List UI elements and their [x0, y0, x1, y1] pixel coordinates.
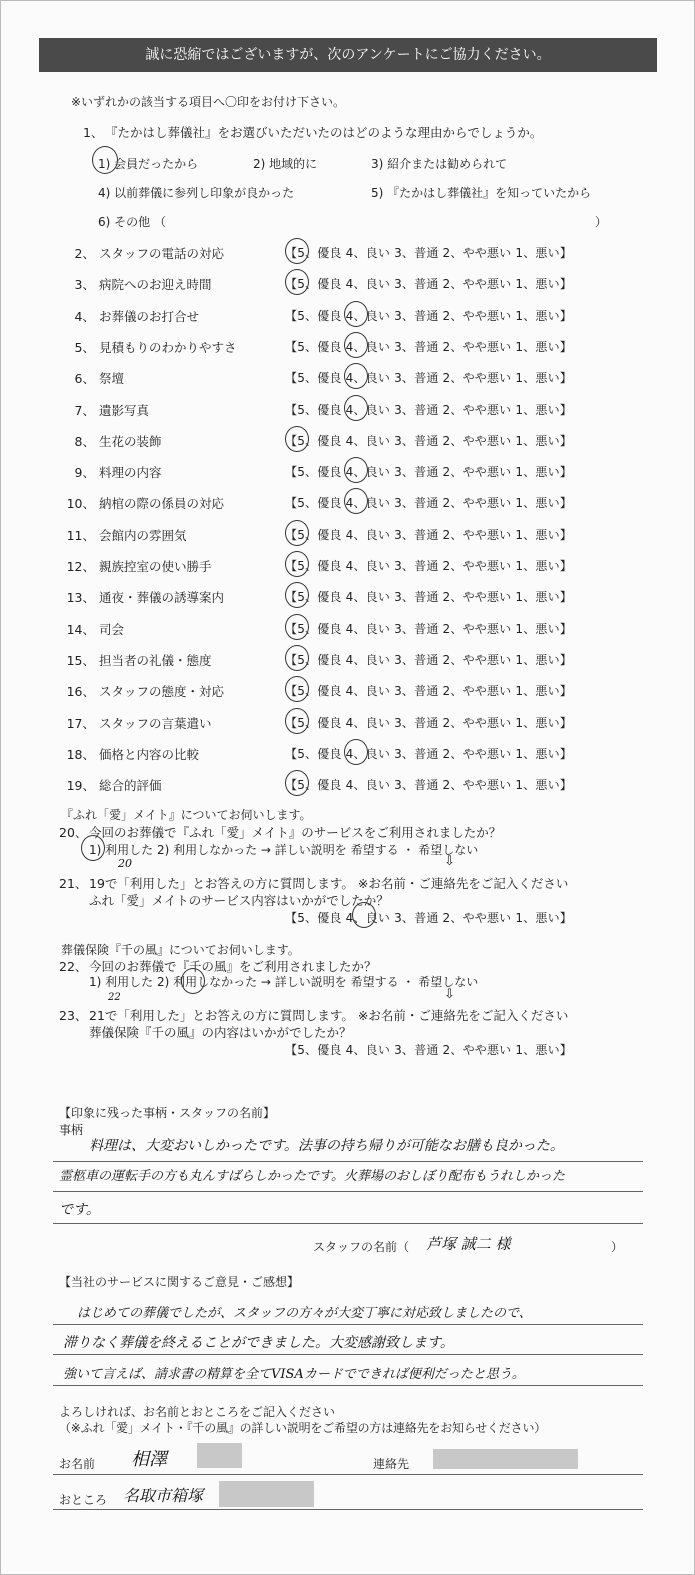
question-text: スタッフの電話の対応: [99, 246, 225, 261]
opinion-line-3: 強いて言えば、請求書の精算を全てVISAカードでできれば便利だったと思う。: [63, 1367, 525, 1382]
answer-circle: [285, 269, 309, 295]
answer-circle: [285, 238, 309, 264]
q20-text: 今回のお葬儀で『ふれ「愛」メイト』のサービスをご利用されましたか？: [89, 825, 502, 840]
rating-scale: 【5、優良 4、良い 3、普通 2、やや悪い 1、悪い】: [285, 622, 573, 636]
question-number: 11、: [66, 528, 95, 543]
staff-name-label: スタッフの名前（: [313, 1240, 410, 1254]
question-number: 4、: [74, 309, 95, 324]
survey-header: 誠に恐縮ではございますが、次のアンケートにご協力ください。: [39, 38, 657, 72]
rating-scale: 【5、優良 4、良い 3、普通 2、やや悪い 1、悪い】: [285, 403, 573, 417]
answer-circle: [344, 301, 368, 327]
question-text: 料理の内容: [99, 465, 162, 480]
question-number: 3、: [74, 277, 95, 292]
answer-circle: [285, 582, 309, 608]
q1-answer-circle: [92, 146, 118, 174]
rating-scale: 【5、優良 4、良い 3、普通 2、やや悪い 1、悪い】: [285, 653, 573, 667]
contact-prompt: よろしければ、お名前とおところをご記入ください: [59, 1405, 336, 1419]
question-text: 祭壇: [99, 371, 125, 386]
sen-heading: 葬儀保険『千の風』についてお伺いします。: [61, 943, 300, 957]
question-text: 見積もりのわかりやすさ: [99, 340, 237, 355]
question-number: 16、: [66, 684, 95, 699]
question-text: 遺影写真: [99, 403, 150, 418]
q1-option-6-close: ）: [595, 215, 608, 229]
question-number: 17、: [66, 716, 95, 731]
q1-text: 『たかはし葬儀社』をお選びいただいたのはどのような理由からでしょうか。: [105, 125, 543, 140]
q1-option-1: 1) 会員だったから: [98, 157, 199, 171]
answer-circle: [285, 426, 309, 452]
question-text: 通夜・葬儀の誘導案内: [99, 590, 225, 605]
rating-scale: 【5、優良 4、良い 3、普通 2、やや悪い 1、悪い】: [285, 778, 573, 792]
question-text: スタッフの態度・対応: [99, 684, 225, 699]
address-label: おところ: [59, 1493, 108, 1507]
question-text: お葬儀のお打合せ: [99, 309, 200, 324]
q23-number: 23、: [59, 1008, 88, 1023]
question-text: 生花の装飾: [99, 434, 162, 449]
answer-circle: [285, 708, 309, 734]
name-label: お名前: [59, 1457, 96, 1471]
question-text: 会館内の雰囲気: [99, 528, 187, 543]
q22-answer-circle: [181, 968, 205, 994]
contact-note: （※ふれ「愛」メイト・『千の風』の詳しい説明をご希望の方は連絡先をお知らせください）: [59, 1421, 547, 1435]
question-text: 価格と内容の比較: [99, 747, 200, 762]
q1-number: 1、: [83, 125, 104, 140]
answer-circle: [344, 395, 368, 421]
q23-text: 21で「利用した」とお答えの方に質問します。 ※お名前・ご連絡先をご記入ください: [89, 1008, 569, 1023]
q20-number: 20、: [59, 825, 88, 840]
q21-subtext: ふれ「愛」メイトのサービス内容はいかがでしたか？: [89, 893, 389, 908]
impression-label: 事柄: [59, 1123, 84, 1137]
rating-scale: 【5、優良 4、良い 3、普通 2、やや悪い 1、悪い】: [285, 528, 573, 542]
answer-circle: [344, 457, 368, 483]
phone-label: 連絡先: [373, 1457, 410, 1471]
question-text: 司会: [99, 622, 125, 637]
q23-subtext: 葬儀保険『千の風』の内容はいかがでしたか？: [89, 1025, 352, 1040]
question-text: 病院へのお迎え時間: [99, 277, 212, 292]
down-arrow-icon: ⇩: [444, 854, 455, 869]
q21-handwritten-note: 20: [118, 857, 132, 870]
q1-option-2: 2) 地域的に: [253, 157, 318, 171]
rating-scale: 【5、優良 4、良い 3、普通 2、やや悪い 1、悪い】: [285, 246, 573, 260]
answer-circle: [344, 488, 368, 514]
rating-scale: 【5、優良 4、良い 3、普通 2、やや悪い 1、悪い】: [285, 465, 573, 479]
down-arrow-icon: ⇩: [444, 987, 455, 1002]
redacted-phone: [433, 1449, 578, 1469]
q22-options: 1) 利用した 2) 利用しなかった → 詳しい説明を 希望する ・ 希望しない: [89, 975, 479, 989]
opinion-heading: 【当社のサービスに関するご意見・ご感想】: [59, 1275, 300, 1289]
question-number: 6、: [74, 371, 95, 386]
q1-option-4: 4) 以前葬儀に参列し印象が良かった: [98, 186, 295, 200]
question-number: 10、: [66, 496, 95, 511]
question-number: 12、: [66, 559, 95, 574]
answer-circle: [285, 614, 309, 640]
fure-heading: 『ふれ「愛」メイト』についてお伺いします。: [61, 808, 312, 822]
answer-circle: [344, 363, 368, 389]
rating-scale: 【5、優良 4、良い 3、普通 2、やや悪い 1、悪い】: [285, 277, 573, 291]
question-number: 13、: [66, 590, 95, 605]
staff-name-close: ）: [611, 1240, 624, 1254]
question-text: 親族控室の使い勝手: [99, 559, 212, 574]
question-text: 総合的評価: [99, 778, 162, 793]
q21-number: 21、: [59, 876, 88, 891]
q21-scale: 【5、優良 4、良い 3、普通 2、やや悪い 1、悪い】: [285, 911, 573, 925]
rating-scale: 【5、優良 4、良い 3、普通 2、やや悪い 1、悪い】: [285, 309, 573, 323]
rating-scale: 【5、優良 4、良い 3、普通 2、やや悪い 1、悪い】: [285, 684, 573, 698]
q23-scale: 【5、優良 4、良い 3、普通 2、やや悪い 1、悪い】: [285, 1043, 573, 1057]
question-number: 5、: [74, 340, 95, 355]
rating-scale: 【5、優良 4、良い 3、普通 2、やや悪い 1、悪い】: [285, 496, 573, 510]
question-number: 19、: [66, 778, 95, 793]
question-number: 18、: [66, 747, 95, 762]
answer-circle: [285, 770, 309, 796]
question-number: 8、: [74, 434, 95, 449]
rating-scale: 【5、優良 4、良い 3、普通 2、やや悪い 1、悪い】: [285, 716, 573, 730]
answer-circle: [285, 676, 309, 702]
redacted-name: [197, 1443, 242, 1468]
answer-circle: [344, 739, 368, 765]
question-number: 7、: [74, 403, 95, 418]
q1-option-6: 6) その他 （: [98, 215, 166, 229]
impression-line-1: 料理は、大変おいしかったです。法事の持ち帰りが可能なお膳も良かった。: [89, 1138, 564, 1154]
q1-option-3: 3) 紹介または勧められて: [371, 157, 508, 171]
question-text: 納棺の際の係員の対応: [99, 496, 225, 511]
q22-number: 22、: [59, 959, 88, 974]
redacted-address: [219, 1481, 314, 1507]
q20-options: 1) 利用した 2) 利用しなかった → 詳しい説明を 希望する ・ 希望しない: [89, 843, 479, 857]
q23-handwritten-note: 22: [108, 992, 121, 1003]
name-value: 相澤: [131, 1449, 167, 1470]
answer-circle: [285, 520, 309, 546]
impression-line-2: 霊柩車の運転手の方も丸んすばらしかったです。火葬場のおしぼり配布もうれしかった: [59, 1169, 565, 1184]
impression-heading: 【印象に残った事柄・スタッフの名前】: [59, 1106, 276, 1120]
opinion-line-1: はじめての葬儀でしたが、スタッフの方々が大変丁寧に対応致しましたので、: [77, 1306, 532, 1321]
answer-circle: [285, 645, 309, 671]
rating-scale: 【5、優良 4、良い 3、普通 2、やや悪い 1、悪い】: [285, 371, 573, 385]
question-number: 2、: [74, 246, 95, 261]
answer-circle: [285, 551, 309, 577]
question-number: 15、: [66, 653, 95, 668]
question-text: スタッフの言葉遣い: [99, 716, 212, 731]
q21-answer-circle: [352, 902, 376, 928]
q1-option-5: 5) 『たかはし葬儀社』を知っていたから: [371, 186, 592, 200]
question-number: 9、: [74, 465, 95, 480]
question-text: 担当者の礼儀・態度: [99, 653, 212, 668]
rating-scale: 【5、優良 4、良い 3、普通 2、やや悪い 1、悪い】: [285, 747, 573, 761]
address-value: 名取市箱塚: [123, 1486, 204, 1505]
impression-line-3: です。: [59, 1202, 100, 1218]
rating-scale: 【5、優良 4、良い 3、普通 2、やや悪い 1、悪い】: [285, 434, 573, 448]
q20-answer-circle: [81, 835, 105, 861]
q21-text: 19で「利用した」とお答えの方に質問します。 ※お名前・ご連絡先をご記入ください: [89, 876, 569, 891]
opinion-line-2: 滞りなく葬儀を終えることができました。大変感謝致します。: [63, 1335, 454, 1351]
q22-text: 今回のお葬儀で『千の風』をご利用されましたか？: [89, 959, 377, 974]
question-number: 14、: [66, 622, 95, 637]
rating-scale: 【5、優良 4、良い 3、普通 2、やや悪い 1、悪い】: [285, 590, 573, 604]
staff-name-value: 芦塚 誠二 様: [426, 1235, 511, 1253]
rating-scale: 【5、優良 4、良い 3、普通 2、やや悪い 1、悪い】: [285, 559, 573, 573]
instruction: ※いずれかの該当する項目へ〇印をお付け下さい。: [71, 95, 346, 109]
answer-circle: [344, 332, 368, 358]
rating-scale: 【5、優良 4、良い 3、普通 2、やや悪い 1、悪い】: [285, 340, 573, 354]
